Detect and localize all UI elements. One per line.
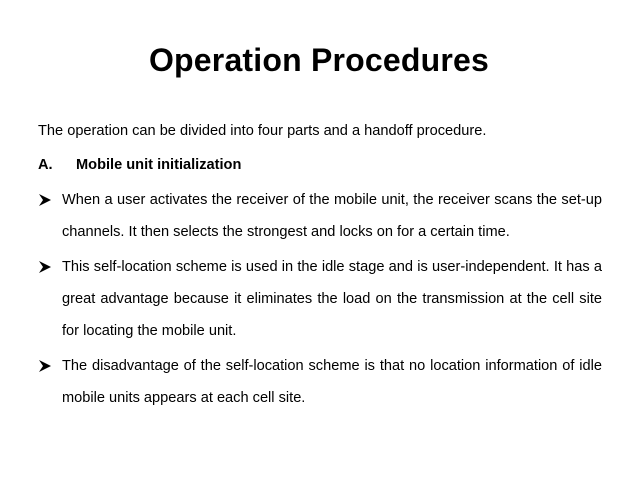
- bullet-item-1: [38, 184, 602, 248]
- arrow-bullet-icon: [38, 193, 52, 207]
- arrow-bullet-icon: [38, 359, 52, 373]
- section-heading-text: Mobile unit initialization: [76, 157, 242, 173]
- slide-body: [38, 119, 602, 421]
- arrow-bullet-icon: [38, 260, 52, 274]
- section-heading: [38, 153, 602, 177]
- bullet-text-1: When a user activates the receiver of the mobile unit, the receiver scans the set-up channels. It then selects the strongest and locks on for a certain time.: [62, 192, 602, 240]
- section-letter: A.: [38, 157, 53, 173]
- slide-title: Operation Procedures: [148, 42, 490, 78]
- bullet-text-2: This self-location scheme is used in the idle stage and is user-independent. It has a great advantage because it eliminates the load on the transmission at the cell site for locating the mobile unit.: [62, 259, 602, 339]
- bullet-item-2: [38, 251, 602, 347]
- bullet-text-3: The disadvantage of the self-location scheme is that no location information of idle mobile units appears at each cell site.: [62, 358, 602, 406]
- intro-text: The operation can be divided into four parts and a handoff procedure.: [38, 123, 487, 139]
- bullet-item-3: [38, 350, 602, 414]
